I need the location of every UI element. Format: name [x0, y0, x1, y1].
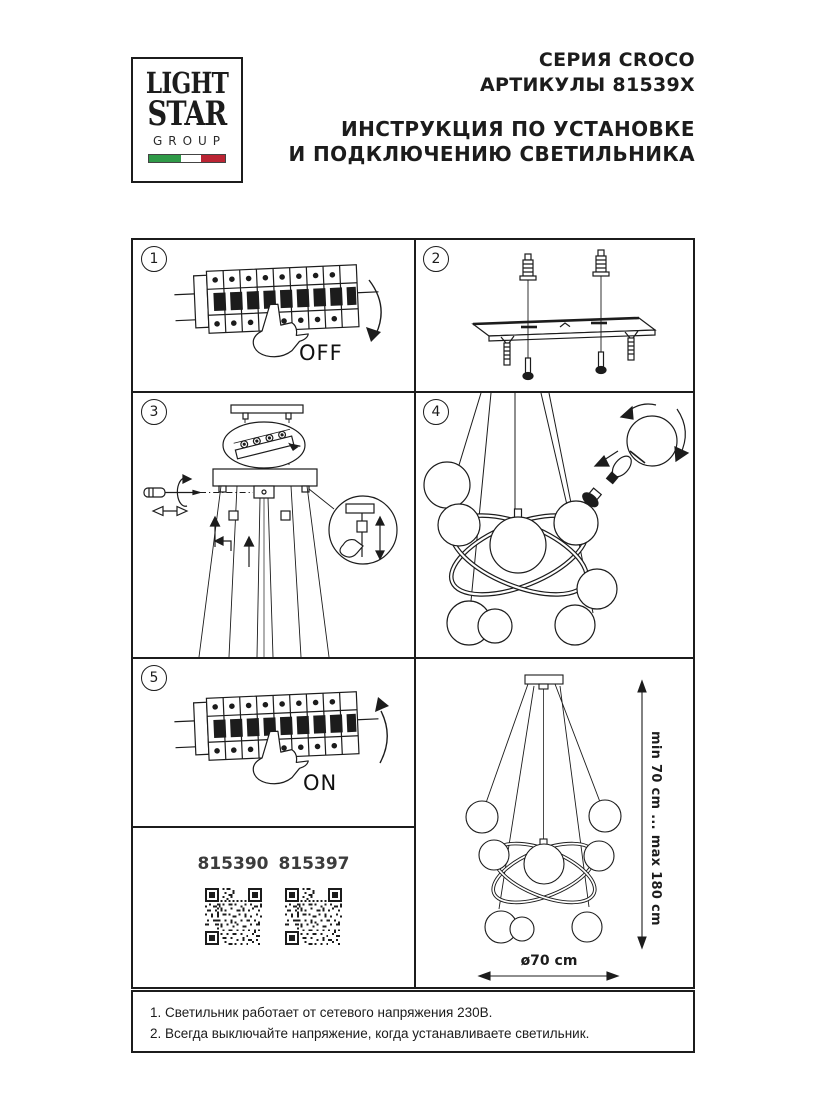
note-line: 2. Всегда выключайте напряжение, когда устанавливаете светильник. [150, 1026, 590, 1041]
note-line: 1. Светильник работает от сетевого напряжения 230В. [150, 1005, 493, 1020]
series-title: СЕРИЯ CROCO [538, 49, 695, 71]
bulb-icon [604, 453, 635, 486]
breaker-on-drawing [133, 659, 414, 826]
arrow-down-icon [369, 280, 381, 334]
article-number-right: 815397 [278, 854, 350, 874]
dimensions-panel [415, 659, 697, 991]
step5-panel [133, 659, 414, 826]
step2-panel [415, 240, 697, 391]
qr-panel [133, 828, 414, 991]
height-dimension [638, 681, 646, 948]
cord-lock-inset [329, 496, 397, 564]
globe-install-drawing [415, 393, 697, 657]
off-label: OFF [299, 341, 343, 365]
qr-code [285, 888, 342, 945]
step1-badge: 1 [141, 246, 167, 272]
header [288, 48, 695, 167]
step4-panel [415, 393, 697, 657]
page-title: И ПОДКЛЮЧЕНИЮ СВЕТИЛЬНИКА [288, 142, 695, 166]
screw-icon [523, 358, 533, 380]
logo-word: GROUP [152, 134, 227, 148]
step4-badge: 4 [423, 399, 449, 425]
height-range-label: min 70 cm ... max 180 cm [648, 731, 663, 926]
bracket-drawing [415, 240, 697, 391]
diameter-label: ø70 cm [520, 953, 578, 969]
logo-word: STAR [147, 94, 227, 134]
wall-plug-icon [520, 254, 536, 280]
canopy-wiring-drawing [133, 393, 414, 657]
arrow-head [375, 697, 389, 712]
arrow-up-icon [215, 523, 249, 567]
page-title: ИНСТРУКЦИЯ ПО УСТАНОВКЕ [341, 117, 695, 141]
step2-badge: 2 [423, 246, 449, 272]
breaker-off-drawing [133, 240, 414, 391]
step3-badge: 3 [141, 399, 167, 425]
articles-title: АРТИКУЛЫ 81539X [479, 74, 695, 96]
italian-flag-icon [148, 154, 226, 163]
glass-globe [424, 462, 617, 645]
diameter-dimension [479, 972, 618, 980]
article-number-left: 815390 [197, 854, 269, 874]
glass-globe [627, 416, 677, 466]
terminal-block-inset [223, 422, 305, 468]
lightstar-logo [131, 57, 243, 183]
qr-code [205, 888, 262, 945]
arrow-head [366, 327, 381, 342]
notes-box [131, 990, 695, 1053]
screw-icon [596, 352, 606, 374]
steps-table [131, 238, 695, 989]
on-label: ON [303, 771, 338, 795]
step5-badge: 5 [141, 665, 167, 691]
step1-panel [133, 240, 414, 391]
step3-panel [133, 393, 414, 657]
wall-plug-icon [593, 250, 609, 276]
arrow-up-icon [380, 711, 387, 763]
logo-word: LIGHT [145, 66, 229, 100]
